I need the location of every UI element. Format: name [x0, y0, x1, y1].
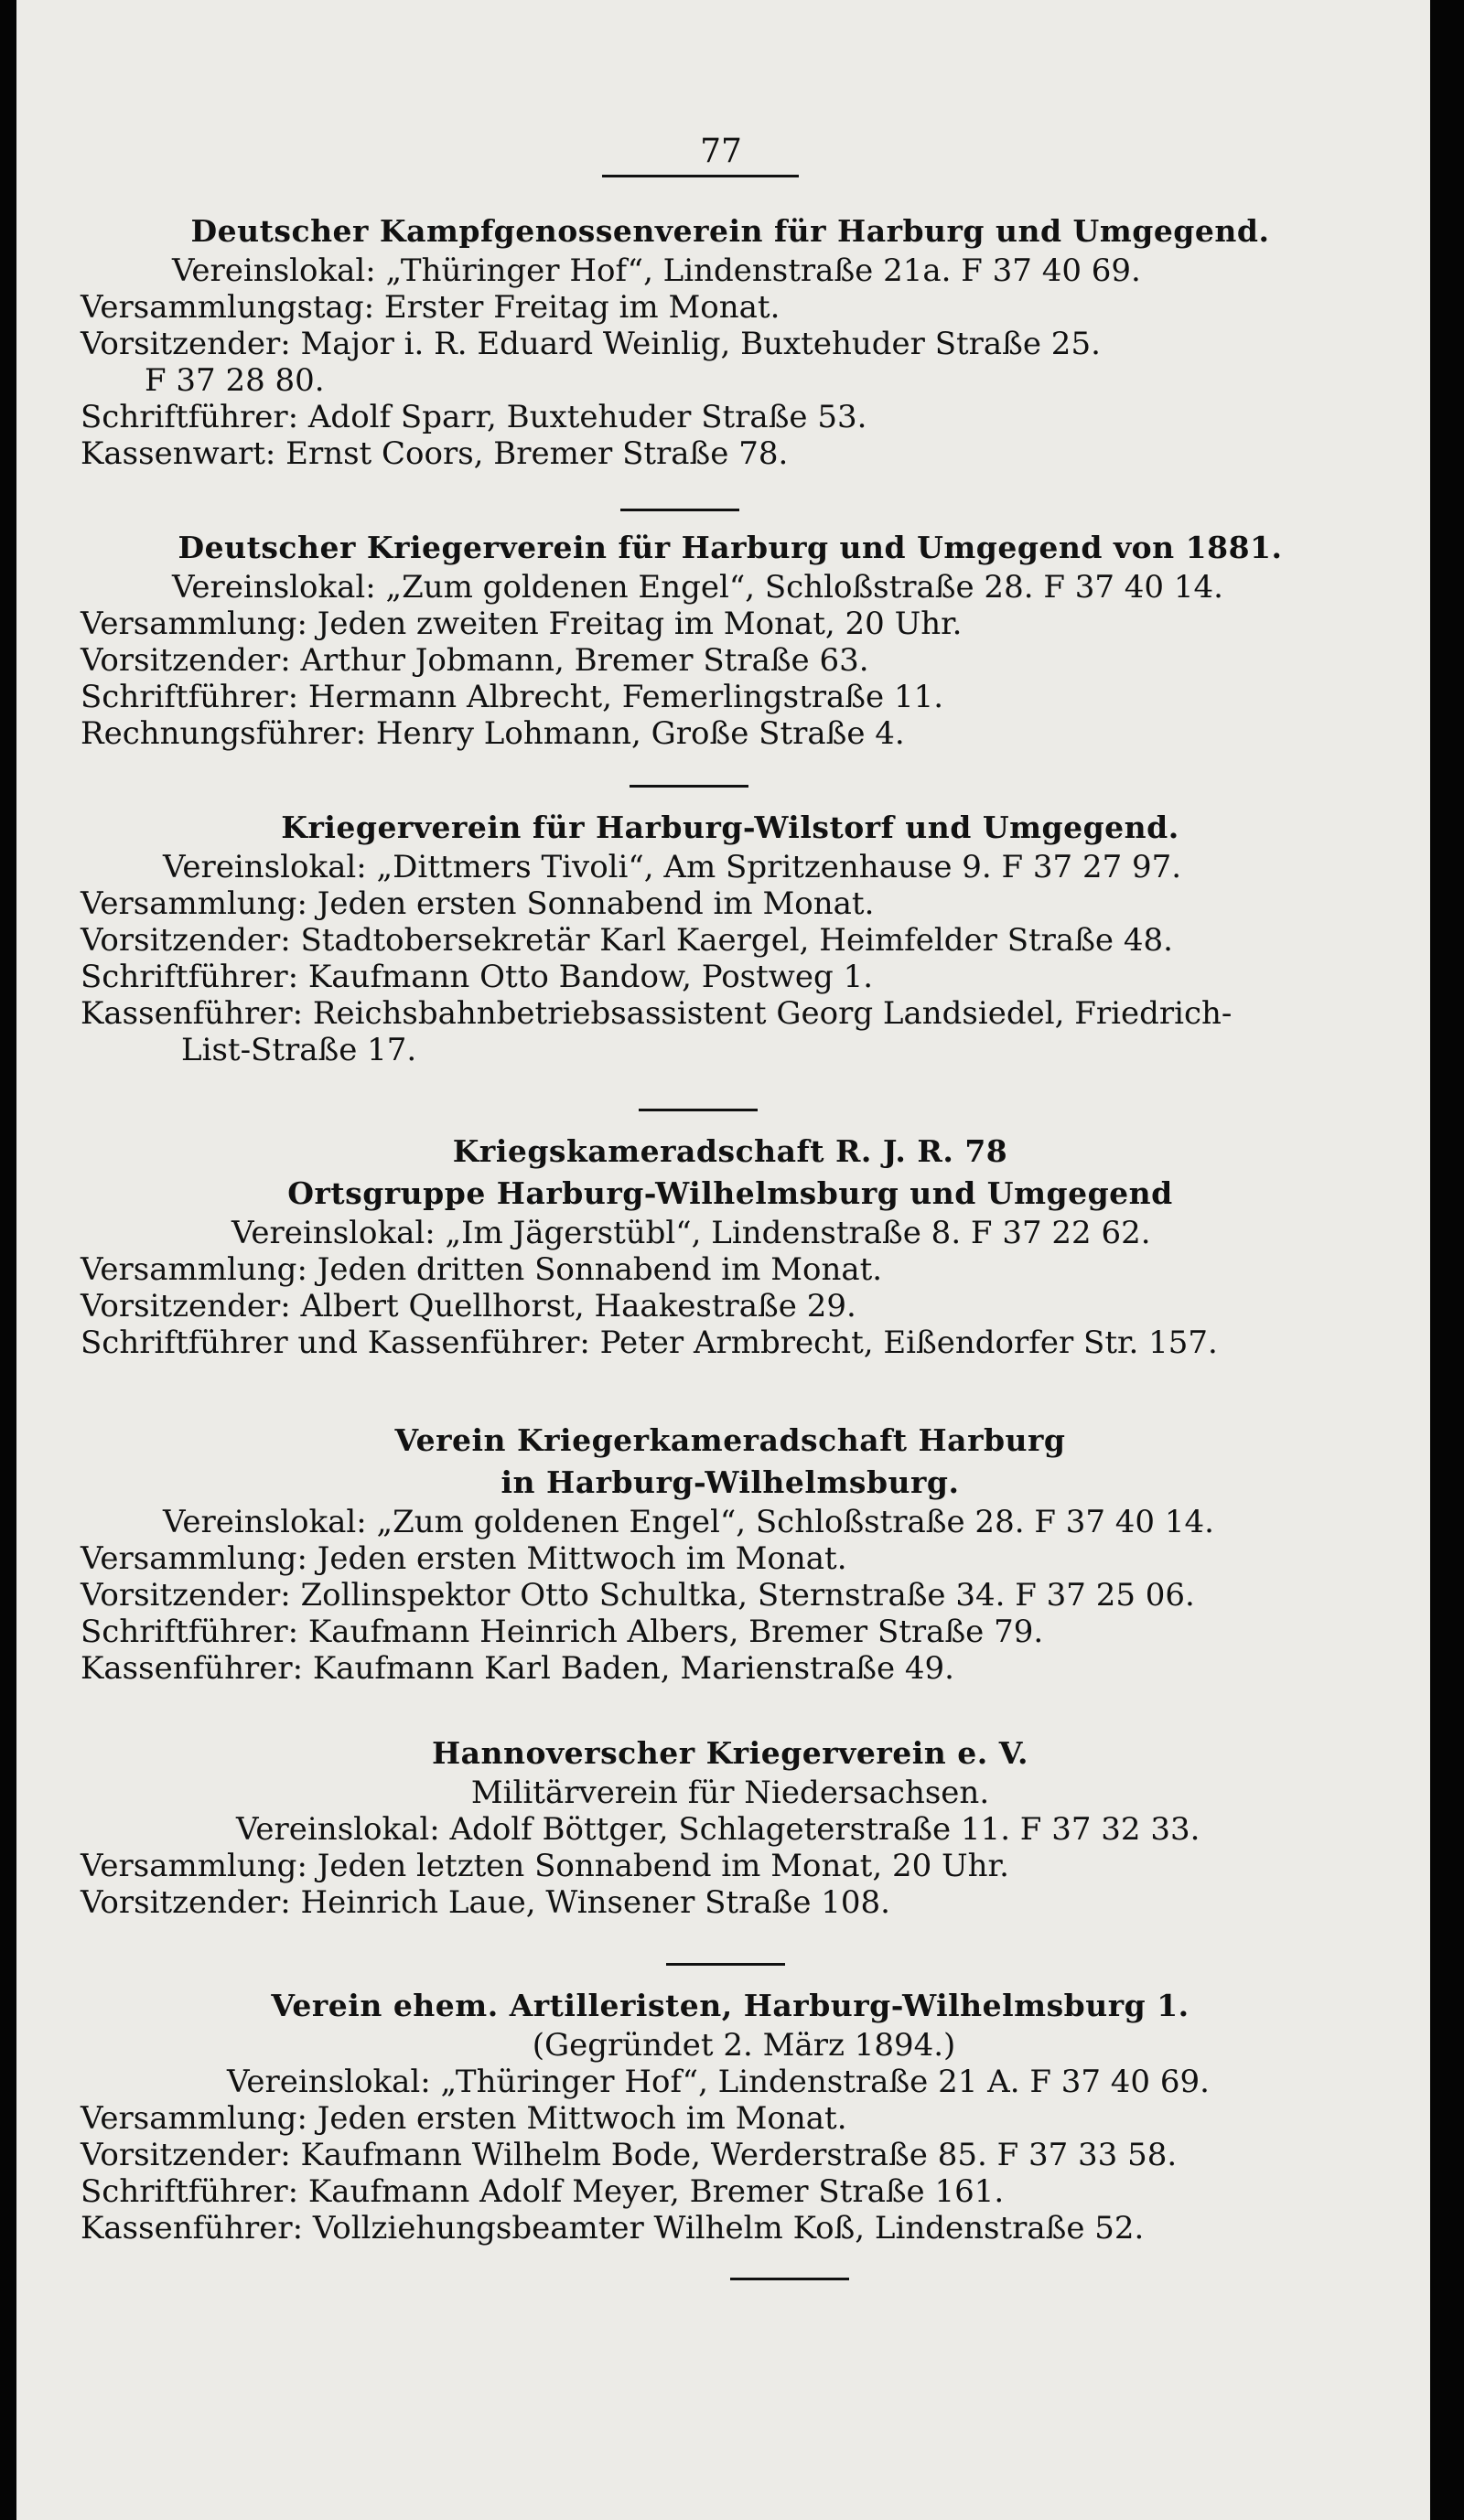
club-venue: Vereinslokal: „Zum goldenen Engel“, Schloßstraße 28. F 37 40 14.	[163, 1504, 1214, 1540]
club-chair: Vorsitzender: Albert Quellhorst, Haakestraße 29.	[81, 1288, 856, 1324]
club-subtitle: Militärverein für Niedersachsen.	[470, 1775, 990, 1811]
club-chair: Vorsitzender: Major i. R. Eduard Weinlig, Buxtehuder Straße 25.	[81, 326, 1101, 362]
document-page	[16, 0, 1430, 2520]
club-chair: Vorsitzender: Stadtobersekretär Karl Kaergel, Heimfelder Straße 48.	[81, 922, 1173, 959]
page-number: 77	[700, 133, 742, 170]
club-title-line-2: in Harburg-Wilhelmsburg.	[501, 1464, 960, 1500]
club-founded-note: (Gegründet 2. März 1894.)	[532, 2027, 956, 2064]
club-entry	[81, 1131, 1380, 1361]
club-entry	[81, 807, 1380, 1068]
club-meeting: Versammlungstag: Erster Freitag im Monat.	[81, 289, 780, 326]
club-treasurer: Kassenführer: Reichsbahnbetriebsassistent Georg Landsiedel, Friedrich-	[81, 995, 1233, 1032]
club-secretary: Schriftführer: Kaufmann Heinrich Albers, Bremer Straße 79.	[81, 1614, 1044, 1650]
club-secretary-treasurer: Schriftführer und Kassenführer: Peter Armbrecht, Eißendorfer Str. 157.	[81, 1324, 1218, 1361]
club-accountant: Rechnungsführer: Henry Lohmann, Große Straße 4.	[81, 715, 905, 752]
club-secretary: Schriftführer: Hermann Albrecht, Femerlingstraße 11.	[81, 679, 944, 715]
club-title: Kriegerverein für Harburg-Wilstorf und Umgegend.	[281, 810, 1179, 845]
club-venue: Vereinslokal: „Thüringer Hof“, Lindenstraße 21 A. F 37 40 69.	[227, 2064, 1210, 2100]
section-divider	[620, 509, 739, 511]
section-divider	[666, 1963, 785, 1966]
club-venue: Vereinslokal: „Im Jägerstübl“, Lindenstraße 8. F 37 22 62.	[231, 1215, 1151, 1251]
club-meeting: Versammlung: Jeden ersten Mittwoch im Monat.	[81, 2100, 847, 2137]
club-title: Deutscher Kampfgenossenverein für Harburg und Umgegend.	[190, 213, 1270, 249]
club-meeting: Versammlung: Jeden ersten Sonnabend im Monat.	[81, 885, 875, 922]
club-entry	[81, 210, 1380, 472]
section-divider	[730, 2278, 849, 2280]
club-chair: Vorsitzender: Arthur Jobmann, Bremer Straße 63.	[81, 642, 869, 679]
club-entry	[81, 1732, 1380, 1921]
club-chair: Vorsitzender: Zollinspektor Otto Schultka, Sternstraße 34. F 37 25 06.	[81, 1577, 1195, 1614]
club-secretary: Schriftführer: Kaufmann Otto Bandow, Postweg 1.	[81, 959, 874, 995]
club-venue: Vereinslokal: „Thüringer Hof“, Lindenstraße 21a. F 37 40 69.	[172, 252, 1141, 289]
club-chair: Vorsitzender: Heinrich Laue, Winsener Straße 108.	[81, 1884, 890, 1921]
club-treasurer: Kassenführer: Vollziehungsbeamter Wilhelm Koß, Lindenstraße 52.	[81, 2210, 1145, 2247]
section-divider	[639, 1109, 758, 1111]
club-entry	[81, 1420, 1380, 1687]
club-secretary: Schriftführer: Adolf Sparr, Buxtehuder Straße 53.	[81, 399, 867, 435]
club-secretary: Schriftführer: Kaufmann Adolf Meyer, Bremer Straße 161.	[81, 2173, 1005, 2210]
club-meeting: Versammlung: Jeden letzten Sonnabend im Monat, 20 Uhr.	[81, 1848, 1009, 1884]
club-treasurer-continued: List-Straße 17.	[181, 1032, 417, 1068]
club-venue: Vereinslokal: Adolf Böttger, Schlageterstraße 11. F 37 32 33.	[236, 1811, 1200, 1848]
club-chair: Vorsitzender: Kaufmann Wilhelm Bode, Werderstraße 85. F 37 33 58.	[81, 2137, 1178, 2173]
club-title: Verein Kriegerkameradschaft Harburg	[394, 1422, 1066, 1458]
club-entry	[81, 1985, 1380, 2247]
section-divider	[630, 785, 748, 788]
club-title: Verein ehem. Artilleristen, Harburg-Wilhelmsburg 1.	[271, 1988, 1190, 2023]
club-meeting: Versammlung: Jeden zweiten Freitag im Monat, 20 Uhr.	[81, 606, 963, 642]
club-meeting: Versammlung: Jeden dritten Sonnabend im Monat.	[81, 1251, 883, 1288]
club-title: Deutscher Kriegerverein für Harburg und Umgegend von 1881.	[178, 530, 1283, 565]
club-venue: Vereinslokal: „Dittmers Tivoli“, Am Spritzenhause 9. F 37 27 97.	[163, 849, 1182, 885]
club-meeting: Versammlung: Jeden ersten Mittwoch im Monat.	[81, 1540, 847, 1577]
club-title: Kriegskameradschaft R. J. R. 78	[452, 1133, 1008, 1169]
club-title: Hannoverscher Kriegerverein e. V.	[431, 1735, 1029, 1771]
club-venue: Vereinslokal: „Zum goldenen Engel“, Schloßstraße 28. F 37 40 14.	[172, 569, 1223, 606]
club-title-line-2: Ortsgruppe Harburg-Wilhelmsburg und Umgegend	[287, 1175, 1173, 1211]
page-number-rule	[602, 175, 799, 177]
club-entry	[81, 527, 1380, 752]
club-chair-phone: F 37 28 80.	[145, 362, 325, 399]
club-treasurer: Kassenführer: Kaufmann Karl Baden, Marienstraße 49.	[81, 1650, 954, 1687]
club-treasurer: Kassenwart: Ernst Coors, Bremer Straße 78.	[81, 435, 789, 472]
